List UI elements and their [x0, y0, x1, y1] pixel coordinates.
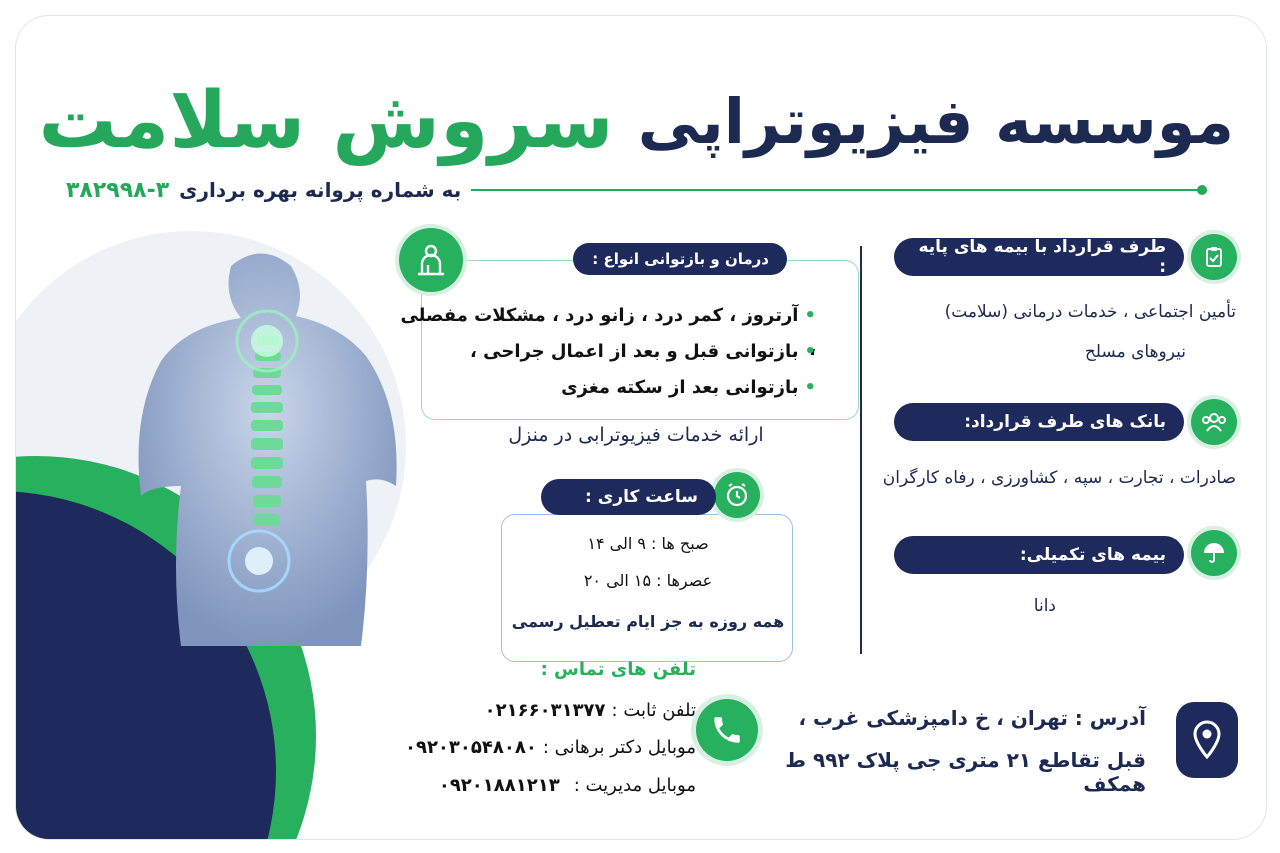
clock-icon [714, 472, 760, 518]
basic-insurance-title: طرف قرارداد با بیمه های پایه : [894, 238, 1184, 276]
mobile2-row [346, 775, 696, 803]
flyer-card [15, 15, 1267, 840]
license-number: ۳۸۲۹۹۸-۳ [66, 177, 170, 203]
spine-back-illustration [111, 246, 431, 646]
clipboard-check-icon [1191, 234, 1237, 280]
umbrella-icon [1191, 530, 1237, 576]
hours-afternoon: عصرها : ۱۵ الی ۲۰ [583, 571, 713, 590]
license-row [66, 174, 1226, 206]
mobile2-number[interactable]: ۰۹۲۰۱۸۸۱۲۱۳ [438, 775, 560, 796]
mobile2-label: موبایل مدیریت : [573, 775, 696, 796]
supplementary-insurance-title: بیمه های تکمیلی: [894, 536, 1184, 574]
title-part2: سروش سلامت [38, 76, 614, 166]
license-label: به شماره پروانه بهره برداری [179, 178, 462, 202]
phone-icon [696, 699, 758, 761]
address-line1: آدرس : تهران ، خ دامپزشکی غرب ، [798, 706, 1146, 730]
landline-row [356, 700, 696, 728]
title-part1: موسسه فیزیوتراپی [637, 84, 1234, 158]
treatment-item: • بازتوانی قبل و بعد از اعمال جراحی ، [396, 335, 816, 371]
mobile1-row [346, 737, 696, 765]
supplementary-insurance-text: دانا [1033, 596, 1056, 616]
column-divider [860, 246, 862, 654]
contact-title: تلفن های تماس : [540, 659, 696, 680]
license-divider [471, 189, 1202, 191]
treatments-list [396, 299, 816, 407]
location-pin-icon [1176, 702, 1238, 778]
basic-insurance-line1: تأمین اجتماعی ، خدمات درمانی (سلامت) [944, 302, 1236, 322]
banks-text: صادرات ، تجارت ، سپه ، کشاورزی ، رفاه کارگران [882, 468, 1236, 488]
address-line2: قبل تقاطع ۲۱ متری جی پلاک ۹۹۲ ط همکف [785, 748, 1146, 796]
basic-insurance-line2: نیروهای مسلح [1084, 342, 1186, 362]
mobile1-number[interactable]: ۰۹۲۰۳۰۵۴۸۰۸۰ [404, 737, 537, 758]
treatments-title: درمان و بازتوانی انواع : [573, 243, 787, 275]
landline-number[interactable]: ۰۲۱۶۶۰۳۱۳۷۷ [484, 700, 606, 721]
landline-label: تلفن ثابت : [611, 700, 696, 721]
hours-note: همه روزه به جز ایام تعطیل رسمی [511, 612, 785, 631]
hours-title: ساعت کاری : [541, 479, 716, 515]
home-service-text: ارائه خدمات فیزیوترابی در منزل [508, 424, 764, 446]
treatment-item: • بازتوانی بعد از سکته مغزی [396, 371, 816, 407]
page-title [34, 66, 1234, 176]
patient-icon [399, 228, 463, 292]
banks-title: بانک های طرف قرارداد: [894, 403, 1184, 441]
people-group-icon [1191, 399, 1237, 445]
hours-morning: صبح ها : ۹ الی ۱۴ [587, 534, 709, 553]
treatment-item: • آرتروز ، کمر درد ، زانو درد ، مشکلات مفصلی ، [396, 299, 816, 335]
mobile1-label: موبایل دکتر برهانی : [542, 737, 696, 758]
